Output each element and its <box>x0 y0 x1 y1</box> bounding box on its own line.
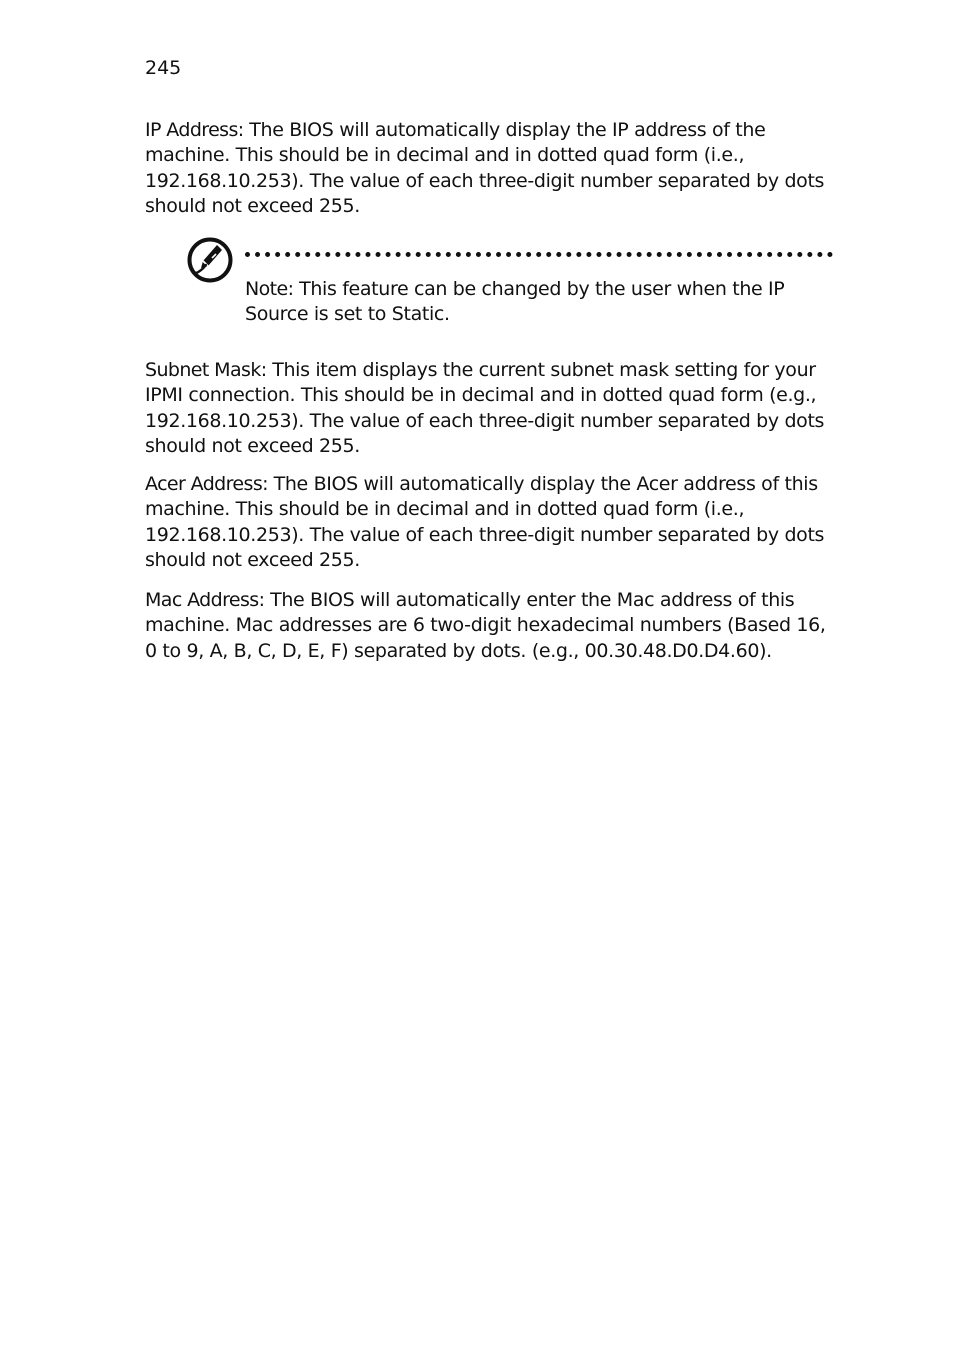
page-number: 245 <box>145 57 182 79</box>
acer-address-text: The BIOS will automatically display the Acer address of this machine. This should be in decimal and in dotted quad form (i.e., 192.168.10.253). The value of each three-digit number separated by dots should not exceed 255. <box>145 473 825 571</box>
subnet-mask-term: Subnet Mask: <box>145 359 267 381</box>
note-divider <box>245 252 833 257</box>
note-text: This feature can be changed by the user when the IP Source is set to Static. <box>245 278 785 326</box>
mac-address-term: Mac Address: <box>145 589 265 611</box>
ip-address-text: The BIOS will automatically display the IP address of the machine. This should be in decimal and in dotted quad form (i.e., 192.168.10.253). The value of each three-digit number separated by dots should not exceed 255. <box>145 119 825 217</box>
note-term: Note: <box>245 278 294 300</box>
ip-address-paragraph <box>145 118 835 219</box>
mac-address-text: The BIOS will automatically enter the Mac address of this machine. Mac addresses are 6 two-digit hexadecimal numbers (Based 16, 0 to 9, A, B, C, D, E, F) separated by dots. (e.g., 00.30.48.D0.D4.60). <box>145 589 826 662</box>
ip-address-term: IP Address: <box>145 119 244 141</box>
subnet-mask-text: This item displays the current subnet mask setting for your IPMI connection. This should be in decimal and in dotted quad form (e.g., 192.168.10.253). The value of each three-digit number separated by dots should not exceed 255. <box>145 359 825 457</box>
subnet-mask-paragraph <box>145 358 835 459</box>
mac-address-paragraph <box>145 588 835 664</box>
note-pen-icon <box>186 236 234 284</box>
acer-address-term: Acer Address: <box>145 473 268 495</box>
note-paragraph <box>245 277 835 328</box>
acer-address-paragraph <box>145 472 835 573</box>
